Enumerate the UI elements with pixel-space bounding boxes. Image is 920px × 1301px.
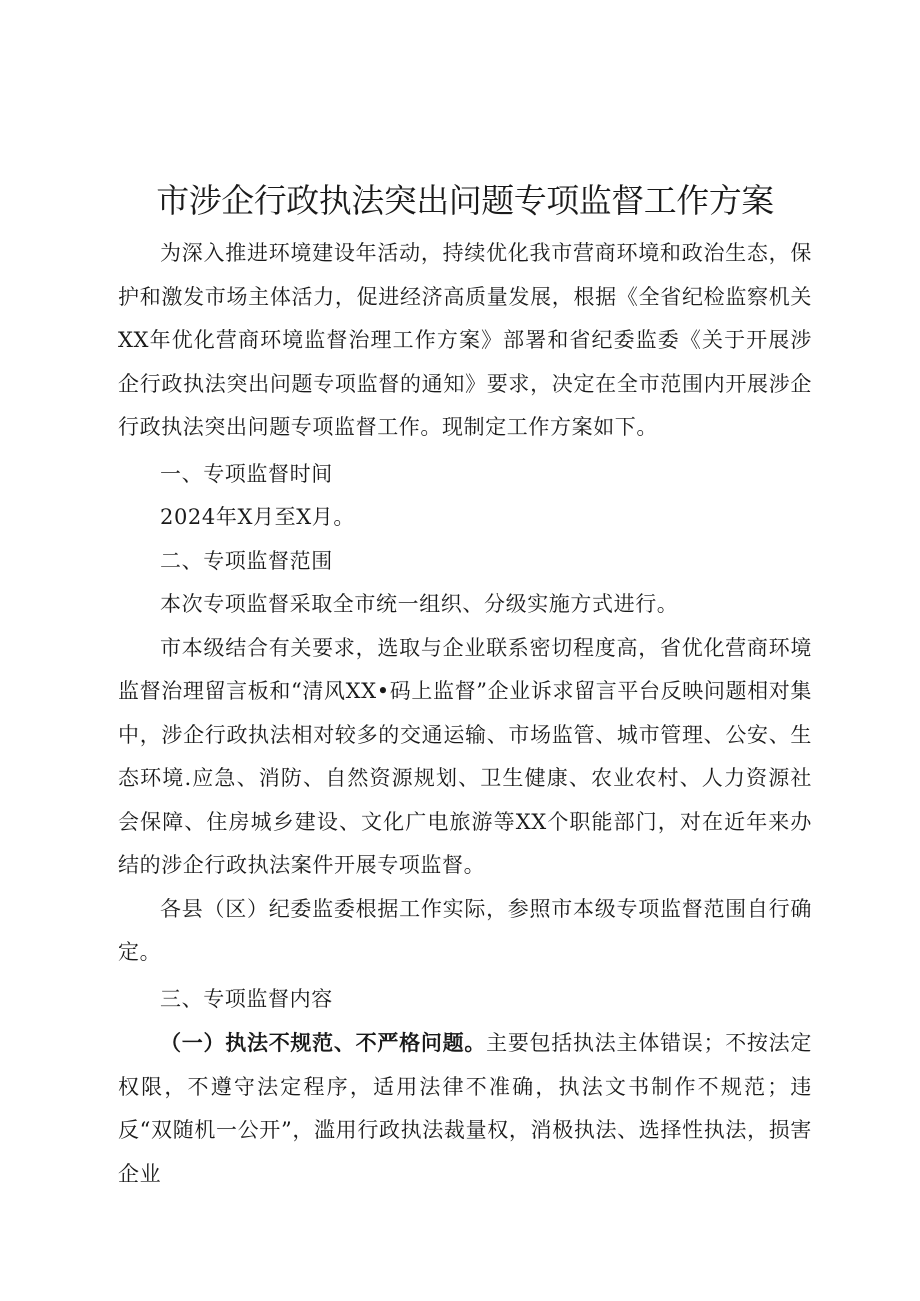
scope-paragraph-1: 本次专项监督采取全市统一组织、分级实施方式进行。 [160, 592, 679, 616]
content-sub-text: 主要包括执法主体错误；不按法定权限，不遵守法定程序，适用法律不准确，执法文书制作不规范；违反“双随机一公开”，滥用行政执法裁量权，消极执法、选择性执法，损害企业 [118, 1031, 813, 1186]
section-heading-content: 三、专项监督内容 [160, 986, 333, 1011]
content-paragraph-1 [118, 1021, 812, 1196]
intro-paragraph: 为深入推进环境建设年活动，持续优化我市营商环境和政治生态，保护和激发市场主体活力，促进经济高质量发展，根据《全省纪检监察机关XX年优化营商环境监督治理工作方案》部署和省纪委监委《关于开展涉企行政执法突出问题专项监督的通知》要求，决定在全市范围内开展涉企行政执法突出问题专项监督工作。现制定工作方案如下。 [118, 241, 812, 439]
document-title: 市涉企行政执法突出问题专项监督工作方案 [156, 181, 774, 220]
section-heading-scope: 二、专项监督范围 [160, 548, 333, 573]
scope-paragraph-2: 市本级结合有关要求，选取与企业联系密切程度高，省优化营商环境监督治理留言板和“清风XX•码上监督”企业诉求留言平台反映问题相对集中，涉企行政执法相对较多的交通运输、市场监管、城市管理、公安、生态环境.应急、消防、自然资源规划、卫生健康、农业农村、人力资源社会保障、住房城乡建设、文化广电旅游等XX个职能部门，对在近年来办结的涉企行政执法案件开展专项监督。 [118, 635, 812, 877]
section-heading-time: 一、专项监督时间 [160, 461, 333, 486]
scope-paragraph-3: 各县（区）纪委监委根据工作实际，参照市本级专项监督范围自行确定。 [118, 896, 812, 964]
content-sub-heading: （一）执法不规范、不严格问题。 [160, 1030, 487, 1055]
document-page [118, 170, 812, 1196]
section-time-paragraph: 2024年X月至X月。 [160, 505, 355, 529]
